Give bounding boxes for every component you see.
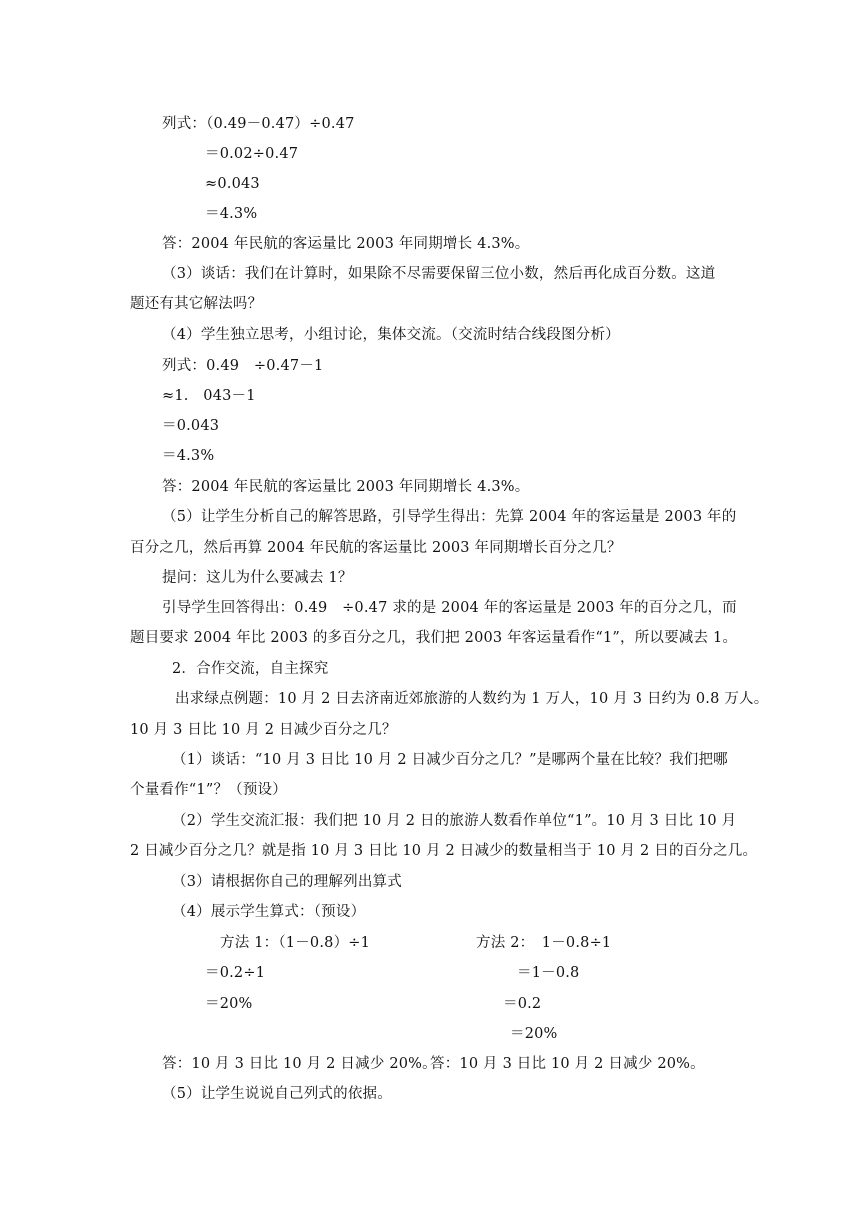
text-line: 出求绿点例题：10 月 2 日去济南近郊旅游的人数约为 1 万人，10 月 3 日约为 0.8 万人。 <box>175 691 769 707</box>
text-line: （3）请根据你自己的理解列出算式 <box>172 874 402 890</box>
text-line: 10 月 3 日比 10 月 2 日减少百分之几？ <box>130 722 397 738</box>
answer-method-2: 答：10 月 3 日比 10 月 2 日减少 20%。 <box>430 1056 705 1072</box>
method-2-line: ＝1－0.8 <box>517 965 580 981</box>
text-line: 答：2004 年民航的客运量比 2003 年同期增长 4.3%。 <box>162 479 530 495</box>
text-line: ＝0.043 <box>162 418 220 434</box>
text-line: 2 日减少百分之几？就是指 10 月 3 日比 10 月 2 日减少的数量相当于 10 月 2 日的百分之几。 <box>130 843 758 859</box>
method-2-line: ＝20% <box>510 1026 558 1042</box>
method-2-line: ＝0.2 <box>503 996 542 1012</box>
text-line: 答：2004 年民航的客运量比 2003 年同期增长 4.3%。 <box>162 236 530 252</box>
text-line: 百分之几，然后再算 2004 年民航的客运量比 2003 年同期增长百分之几？ <box>130 540 622 556</box>
text-line: 列式：（0.49－0.47）÷0.47 <box>162 116 355 132</box>
text-line: （1）谈话：“10 月 3 日比 10 月 2 日减少百分之几？”是哪两个量在比较？我们把哪 <box>172 752 728 768</box>
text-line: ＝4.3% <box>162 448 215 464</box>
text-line: （3）谈话：我们在计算时，如果除不尽需要保留三位小数，然后再化成百分数。这道 <box>162 266 716 282</box>
text-line: （4）展示学生算式：（预设） <box>172 904 366 920</box>
text-line: （4）学生独立思考，小组讨论，集体交流。（交流时结合线段图分析） <box>162 327 620 343</box>
method-2-line: 方法 2： 1－0.8÷1 <box>476 935 612 951</box>
text-line: 列式：0.49 ÷0.47－1 <box>162 358 324 374</box>
answer-method-1: 答：10 月 3 日比 10 月 2 日减少 20%。 <box>162 1056 437 1072</box>
text-line: ＝4.3% <box>205 206 258 222</box>
text-line: 题目要求 2004 年比 2003 的多百分之几，我们把 2003 年客运量看作“1”，所以要减去 1。 <box>130 630 738 646</box>
text-line: ＝0.02÷0.47 <box>205 146 299 162</box>
method-1-line: 方法 1：（1－0.8）÷1 <box>220 935 371 951</box>
section-heading: 2．合作交流，自主探究 <box>172 661 329 677</box>
text-line: ≈0.043 <box>205 176 260 192</box>
text-line: 提问：这儿为什么要减去 1？ <box>162 570 353 586</box>
text-line: 题还有其它解法吗？ <box>130 296 263 312</box>
text-line: 个量看作“1”？（预设） <box>130 782 287 798</box>
text-line: （5）让学生说说自己列式的依据。 <box>162 1086 392 1102</box>
method-1-line: ＝20% <box>205 996 253 1012</box>
method-1-line: ＝0.2÷1 <box>205 965 266 981</box>
text-line: （5）让学生分析自己的解答思路，引导学生得出：先算 2004 年的客运量是 2003 年的 <box>162 509 737 525</box>
text-line: （2）学生交流汇报：我们把 10 月 2 日的旅游人数看作单位“1”。10 月 3 日比 10 月 <box>172 813 737 829</box>
text-line: ≈1. 043－1 <box>162 388 256 404</box>
text-line: 引导学生回答得出：0.49 ÷0.47 求的是 2004 年的客运量是 2003 年的百分之几，而 <box>162 600 737 616</box>
